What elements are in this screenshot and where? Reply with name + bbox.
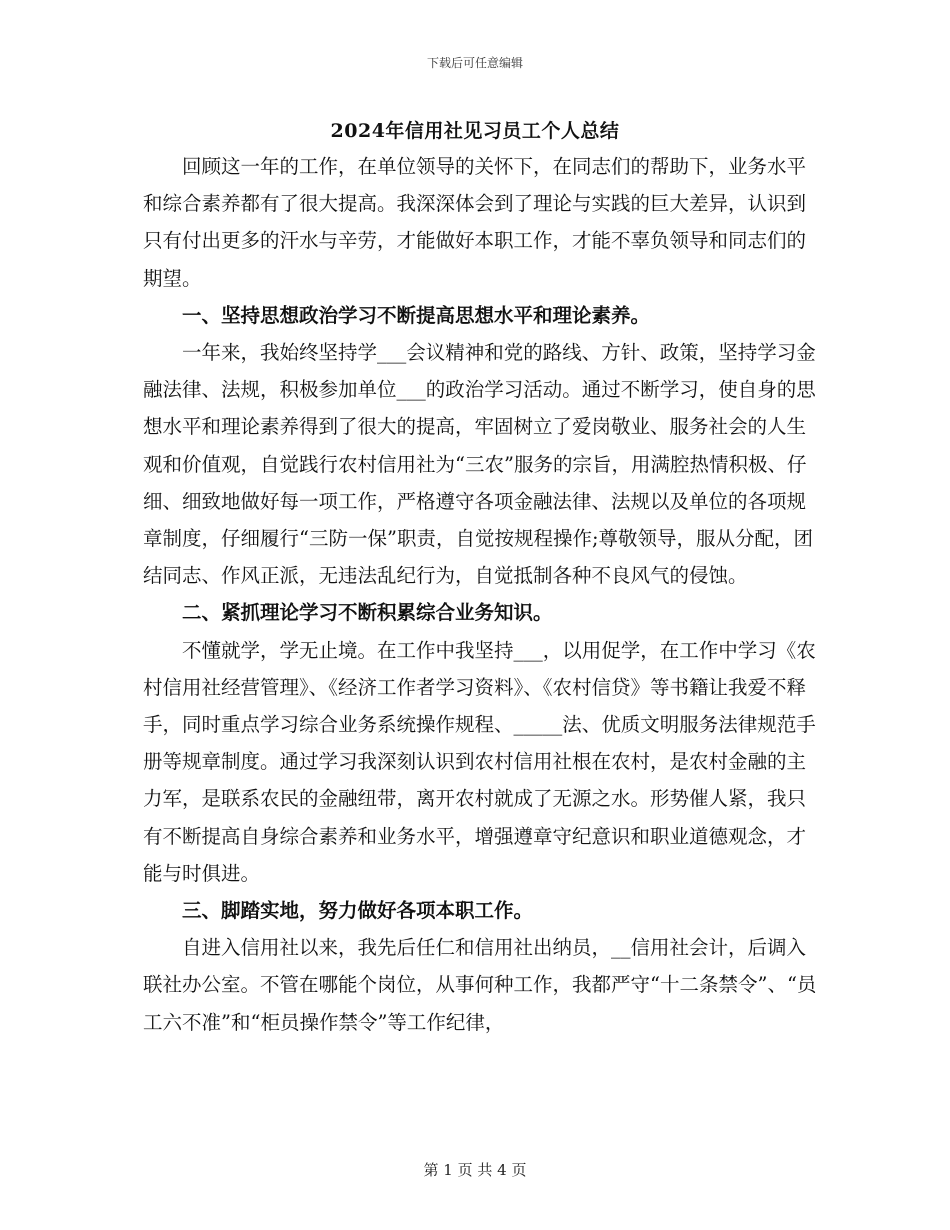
paragraph-section-2: 不懂就学，学无止境。在工作中我坚持___，以用促学，在工作中学习《农村信用社经营管理》、《经济工作者学习资料》、《农村信贷》等书籍让我爱不释手，同时重点学习综合业务系统操作规程、_____法、优质文明服务法律规范手册等规章制度。通过学习我深刻认识到农村信用社根在农村，是农村金融的主力军，是联系农民的金融纽带，离开农村就成了无源之水。形势催人紧，我只有不断提高自身综合素养和业务水平，增强遵章守纪意识和职业道德观念，才能与时俱进。 [143, 638, 816, 885]
header-note: 下载后可任意编辑 [426, 56, 523, 70]
paragraph-intro: 回顾这一年的工作，在单位领导的关怀下，在同志们的帮助下，业务水平和综合素养都有了很大提高。我深深体会到了理论与实践的巨大差异，认识到只有付出更多的汗水与辛劳，才能做好本职工作，才能不辜负领导和同志们的期望。 [143, 155, 807, 290]
paragraph-section-1: 一年来，我始终坚持学___会议精神和党的路线、方针、政策，坚持学习金融法律、法规，积极参加单位___的政治学习活动。通过不断学习，使自身的思想水平和理论素养得到了很大的提高，牢固树立了爱岗敬业、服务社会的人生观和价值观，自觉践行农村信用社为“三农”服务的宗旨，用满腔热情积极、仔细、细致地做好每一项工作，严格遵守各项金融法律、法规以及单位的各项规章制度，仔细履行“三防一保”职责，自觉按规程操作;尊敬领导，服从分配，团结同志、作风正派，无违法乱纪行为，自觉抵制各种不良风气的侵蚀。 [143, 341, 816, 588]
document-title: 2024年信用社见习员工个人总结 [330, 120, 620, 142]
page-footer: 第 1 页 共 4 页 [423, 1161, 527, 1179]
section-heading-2: 二、紧抓理论学习不断积累综合业务知识。 [182, 601, 553, 625]
document-body [143, 148, 823, 1041]
paragraph-section-3: 自进入信用社以来，我先后任仁和信用社出纳员，__信用社会计，后调入联社办公室。不管在哪能个岗位，从事何种工作，我都严守“十二条禁令”、“员工六不准”和“柜员操作禁令”等工作纪律， [143, 936, 817, 1034]
section-heading-3: 三、脚踏实地，努力做好各项本职工作。 [182, 899, 534, 923]
section-heading-1: 一、坚持思想政治学习不断提高思想水平和理论素养。 [182, 303, 651, 327]
